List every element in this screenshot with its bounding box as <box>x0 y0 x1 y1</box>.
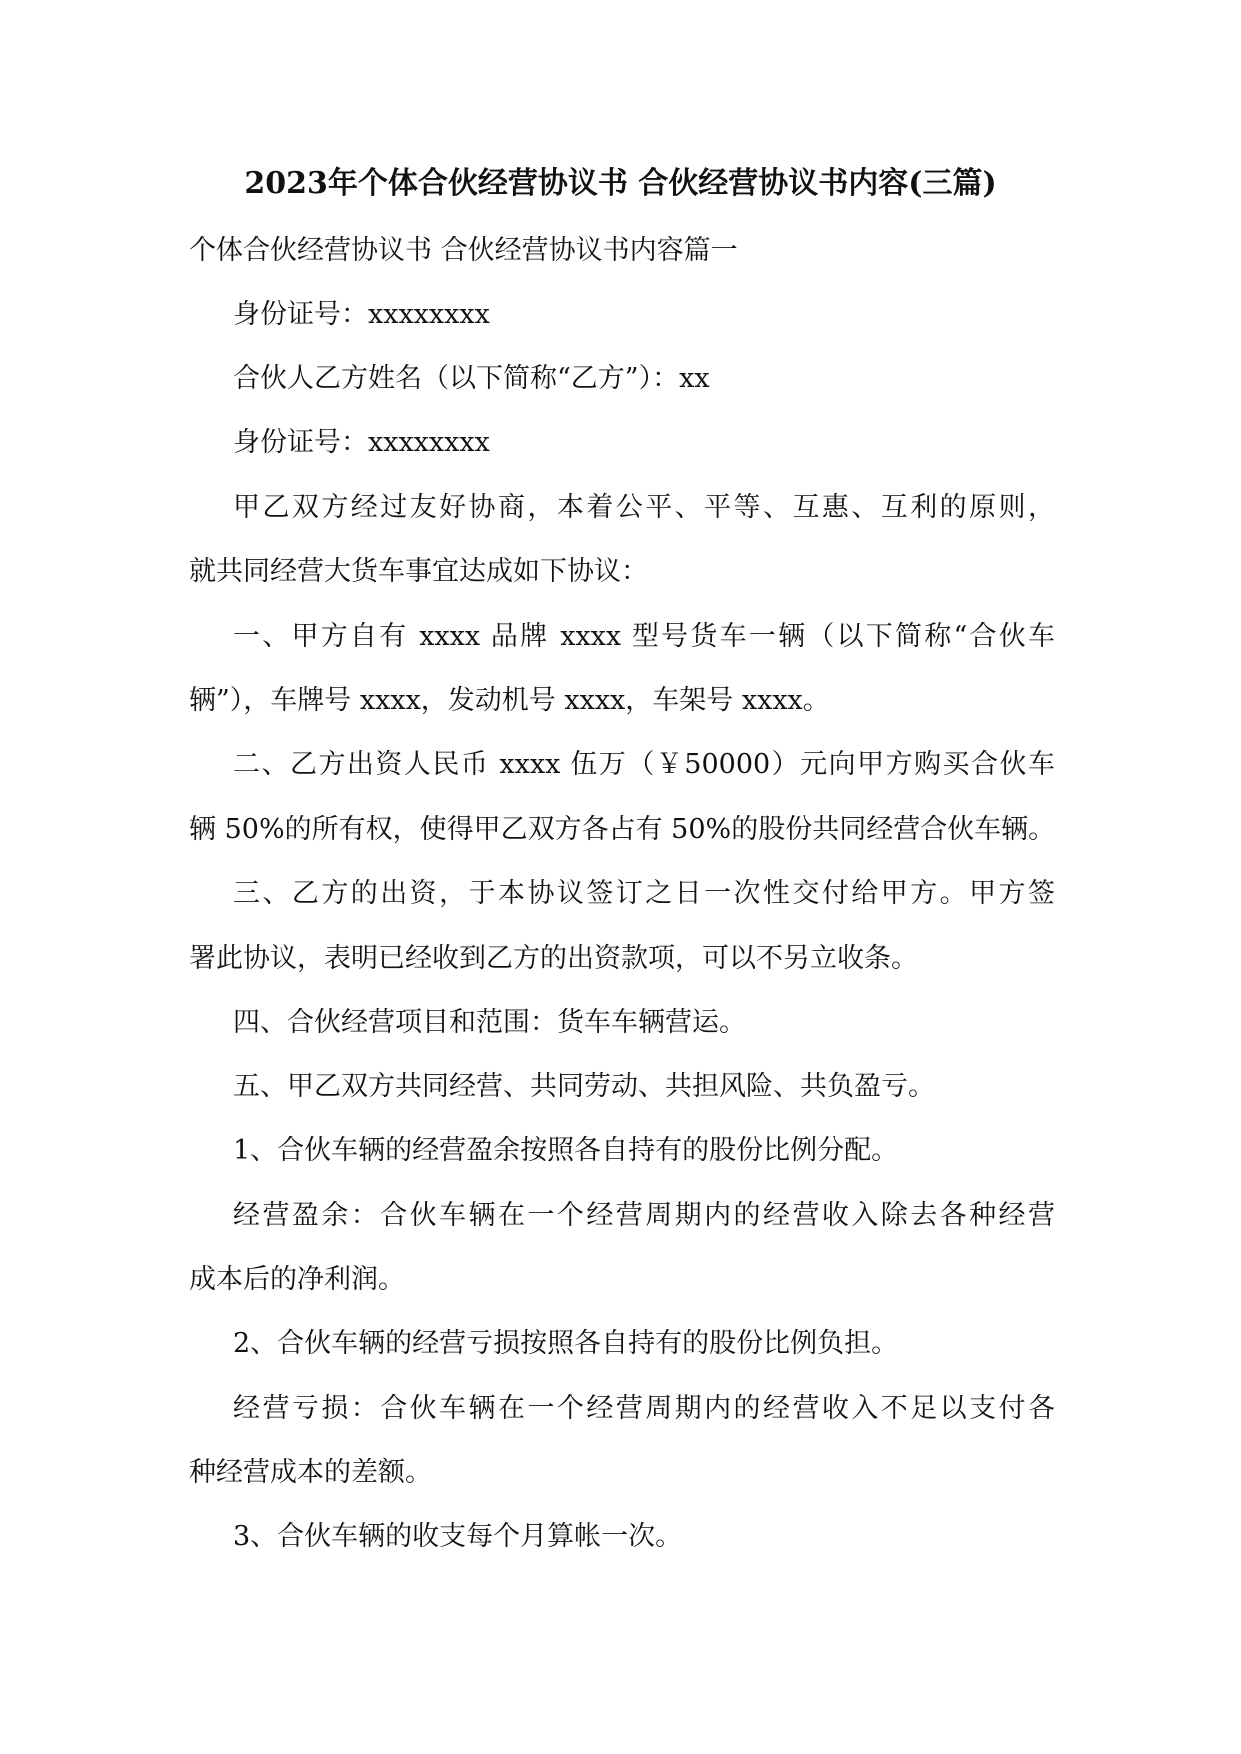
paragraph-line: 辆 50%的所有权，使得甲乙双方各占有 50%的股份共同经营合伙车辆。 <box>189 814 1056 845</box>
paragraph-line: 辆”），车牌号 xxxx，发动机号 xxxx，车架号 xxxx。 <box>189 685 830 716</box>
paragraph-line: 五、甲乙双方共同经营、共同劳动、共担风险、共负盈亏。 <box>233 1071 935 1102</box>
paragraph-line: 1、合伙车辆的经营盈余按照各自持有的股份比例分配。 <box>233 1135 899 1166</box>
paragraph-line: 3、合伙车辆的收支每个月算帐一次。 <box>233 1521 683 1552</box>
paragraph-line: 成本后的净利润。 <box>189 1264 405 1295</box>
paragraph-line: 甲乙双方经过友好协商，本着公平、平等、互惠、互利的原则， <box>233 492 1055 523</box>
paragraph-line: 经营盈余：合伙车辆在一个经营周期内的经营收入除去各种经营 <box>233 1200 1055 1231</box>
paragraph-line: 二、乙方出资人民币 xxxx 伍万（￥50000）元向甲方购买合伙车 <box>233 749 1055 780</box>
paragraph-line: 合伙人乙方姓名（以下简称“乙方”）：xx <box>233 363 710 394</box>
paragraph-line: 署此协议，表明已经收到乙方的出资款项，可以不另立收条。 <box>189 943 918 974</box>
paragraph-line: 经营亏损：合伙车辆在一个经营周期内的经营收入不足以支付各 <box>233 1393 1055 1424</box>
paragraph-line: 2、合伙车辆的经营亏损按照各自持有的股份比例负担。 <box>233 1328 899 1359</box>
document-title: 2023年个体合伙经营协议书 合伙经营协议书内容(三篇) <box>244 166 997 201</box>
paragraph-line: 三、乙方的出资，于本协议签订之日一次性交付给甲方。甲方签 <box>233 878 1055 909</box>
paragraph-line: 就共同经营大货车事宜达成如下协议： <box>189 556 648 587</box>
paragraph-line: 身份证号：xxxxxxxx <box>233 299 490 330</box>
section-heading: 个体合伙经营协议书 合伙经营协议书内容篇一 <box>189 235 738 266</box>
paragraph-line: 四、合伙经营项目和范围：货车车辆营运。 <box>233 1007 746 1038</box>
paragraph-line: 身份证号：xxxxxxxx <box>233 427 490 458</box>
paragraph-line: 种经营成本的差额。 <box>189 1457 432 1488</box>
paragraph-line: 一、甲方自有 xxxx 品牌 xxxx 型号货车一辆（以下简称“合伙车 <box>233 621 1055 652</box>
